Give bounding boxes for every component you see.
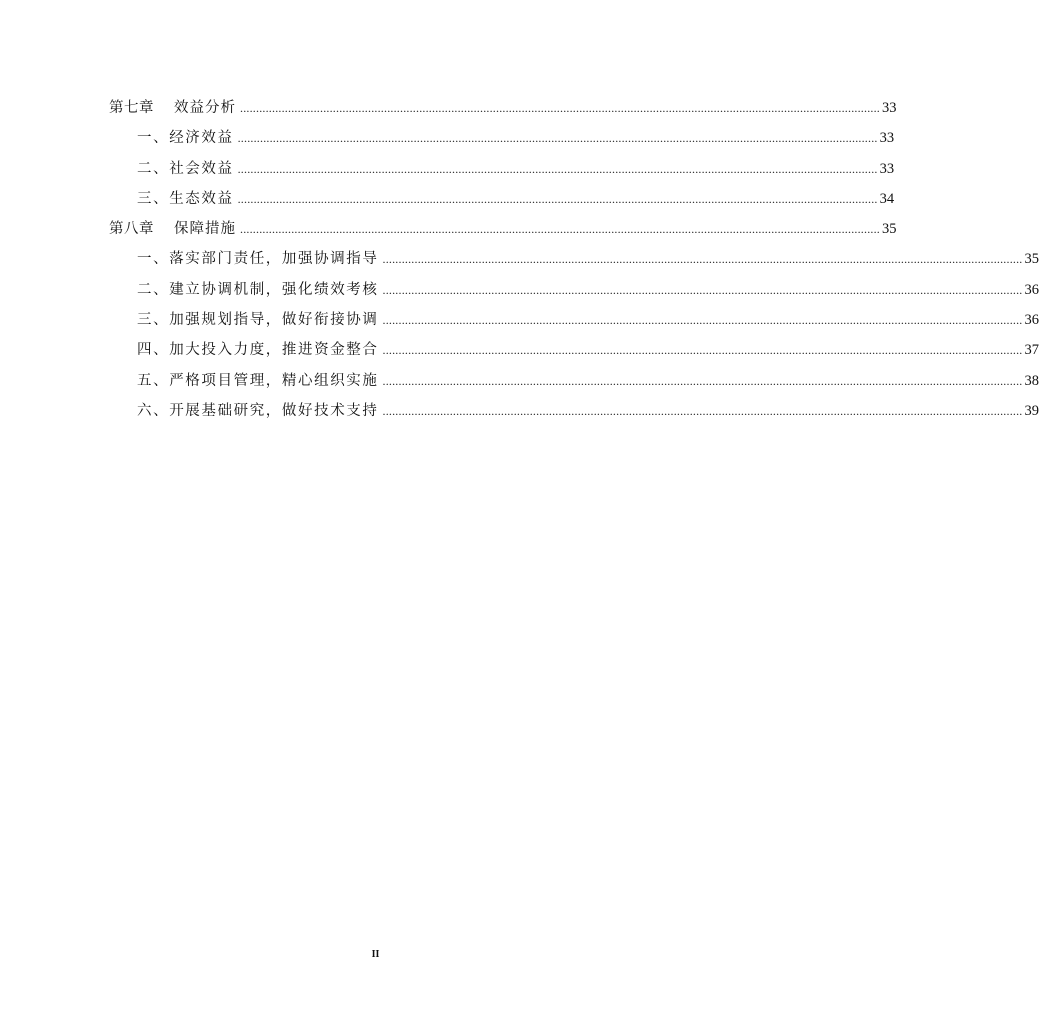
chapter-title: 保障措施 [174, 221, 236, 238]
section-title: 四、加大投入力度，推进资金整合 [137, 342, 379, 359]
toc-page-number: 33 [879, 160, 895, 177]
toc-section-investment[interactable] [109, 335, 1039, 365]
table-of-contents [109, 93, 1039, 426]
chapter-number: 第八章 [109, 221, 154, 238]
toc-page-number: 34 [879, 190, 895, 207]
toc-section-mechanism[interactable] [109, 275, 1039, 305]
toc-section-responsibility[interactable] [109, 244, 1039, 274]
dot-leader: ........................................................................................................................................................................................................ [240, 101, 880, 115]
dot-leader: ........................................................................................................................................................................................................ [240, 222, 880, 237]
toc-page-number: 37 [1024, 342, 1039, 359]
toc-page-number: 35 [882, 221, 897, 238]
page-number: II [371, 949, 380, 960]
dot-leader: ........................................................................................................................................................................................................ [382, 373, 1023, 388]
section-title: 三、加强规划指导，做好衔接协调 [137, 312, 379, 329]
toc-page-number: 38 [1024, 372, 1039, 389]
toc-section-economic[interactable] [109, 123, 895, 153]
toc-chapter-7[interactable] [109, 93, 897, 123]
dot-leader: ........................................................................................................................................................................................................ [237, 191, 878, 206]
dot-leader: ........................................................................................................................................................................................................ [382, 403, 1023, 418]
chapter-number: 第七章 [109, 100, 154, 116]
dot-leader: ........................................................................................................................................................................................................ [237, 131, 878, 146]
section-title: 一、经济效益 [137, 130, 234, 147]
toc-chapter-8[interactable] [109, 214, 897, 244]
dot-leader: ........................................................................................................................................................................................................ [382, 343, 1023, 358]
toc-page-number: 33 [882, 100, 897, 116]
toc-entry-label [109, 214, 236, 244]
toc-section-project-management[interactable] [109, 366, 1039, 396]
section-title: 六、开展基础研究，做好技术支持 [137, 402, 379, 419]
section-title: 一、落实部门责任，加强协调指导 [137, 251, 379, 268]
toc-page-number: 36 [1024, 281, 1039, 298]
dot-leader: ........................................................................................................................................................................................................ [382, 282, 1023, 297]
dot-leader: ........................................................................................................................................................................................................ [382, 252, 1023, 267]
section-title: 二、建立协调机制，强化绩效考核 [137, 281, 379, 298]
toc-section-ecological[interactable] [109, 184, 895, 214]
section-title: 三、生态效益 [137, 190, 234, 207]
toc-page-number: 35 [1024, 251, 1039, 268]
toc-section-social[interactable] [109, 154, 895, 184]
section-title: 二、社会效益 [137, 160, 234, 177]
toc-entry-label [109, 93, 236, 123]
toc-section-planning[interactable] [109, 305, 1039, 335]
toc-page-number: 36 [1024, 312, 1039, 329]
toc-page-number: 33 [879, 130, 895, 147]
dot-leader: ........................................................................................................................................................................................................ [237, 161, 878, 176]
dot-leader: ........................................................................................................................................................................................................ [382, 313, 1023, 328]
toc-section-research[interactable] [109, 396, 1039, 426]
section-title: 五、严格项目管理，精心组织实施 [137, 372, 379, 389]
chapter-title: 效益分析 [174, 100, 236, 116]
toc-page-number: 39 [1024, 402, 1039, 419]
